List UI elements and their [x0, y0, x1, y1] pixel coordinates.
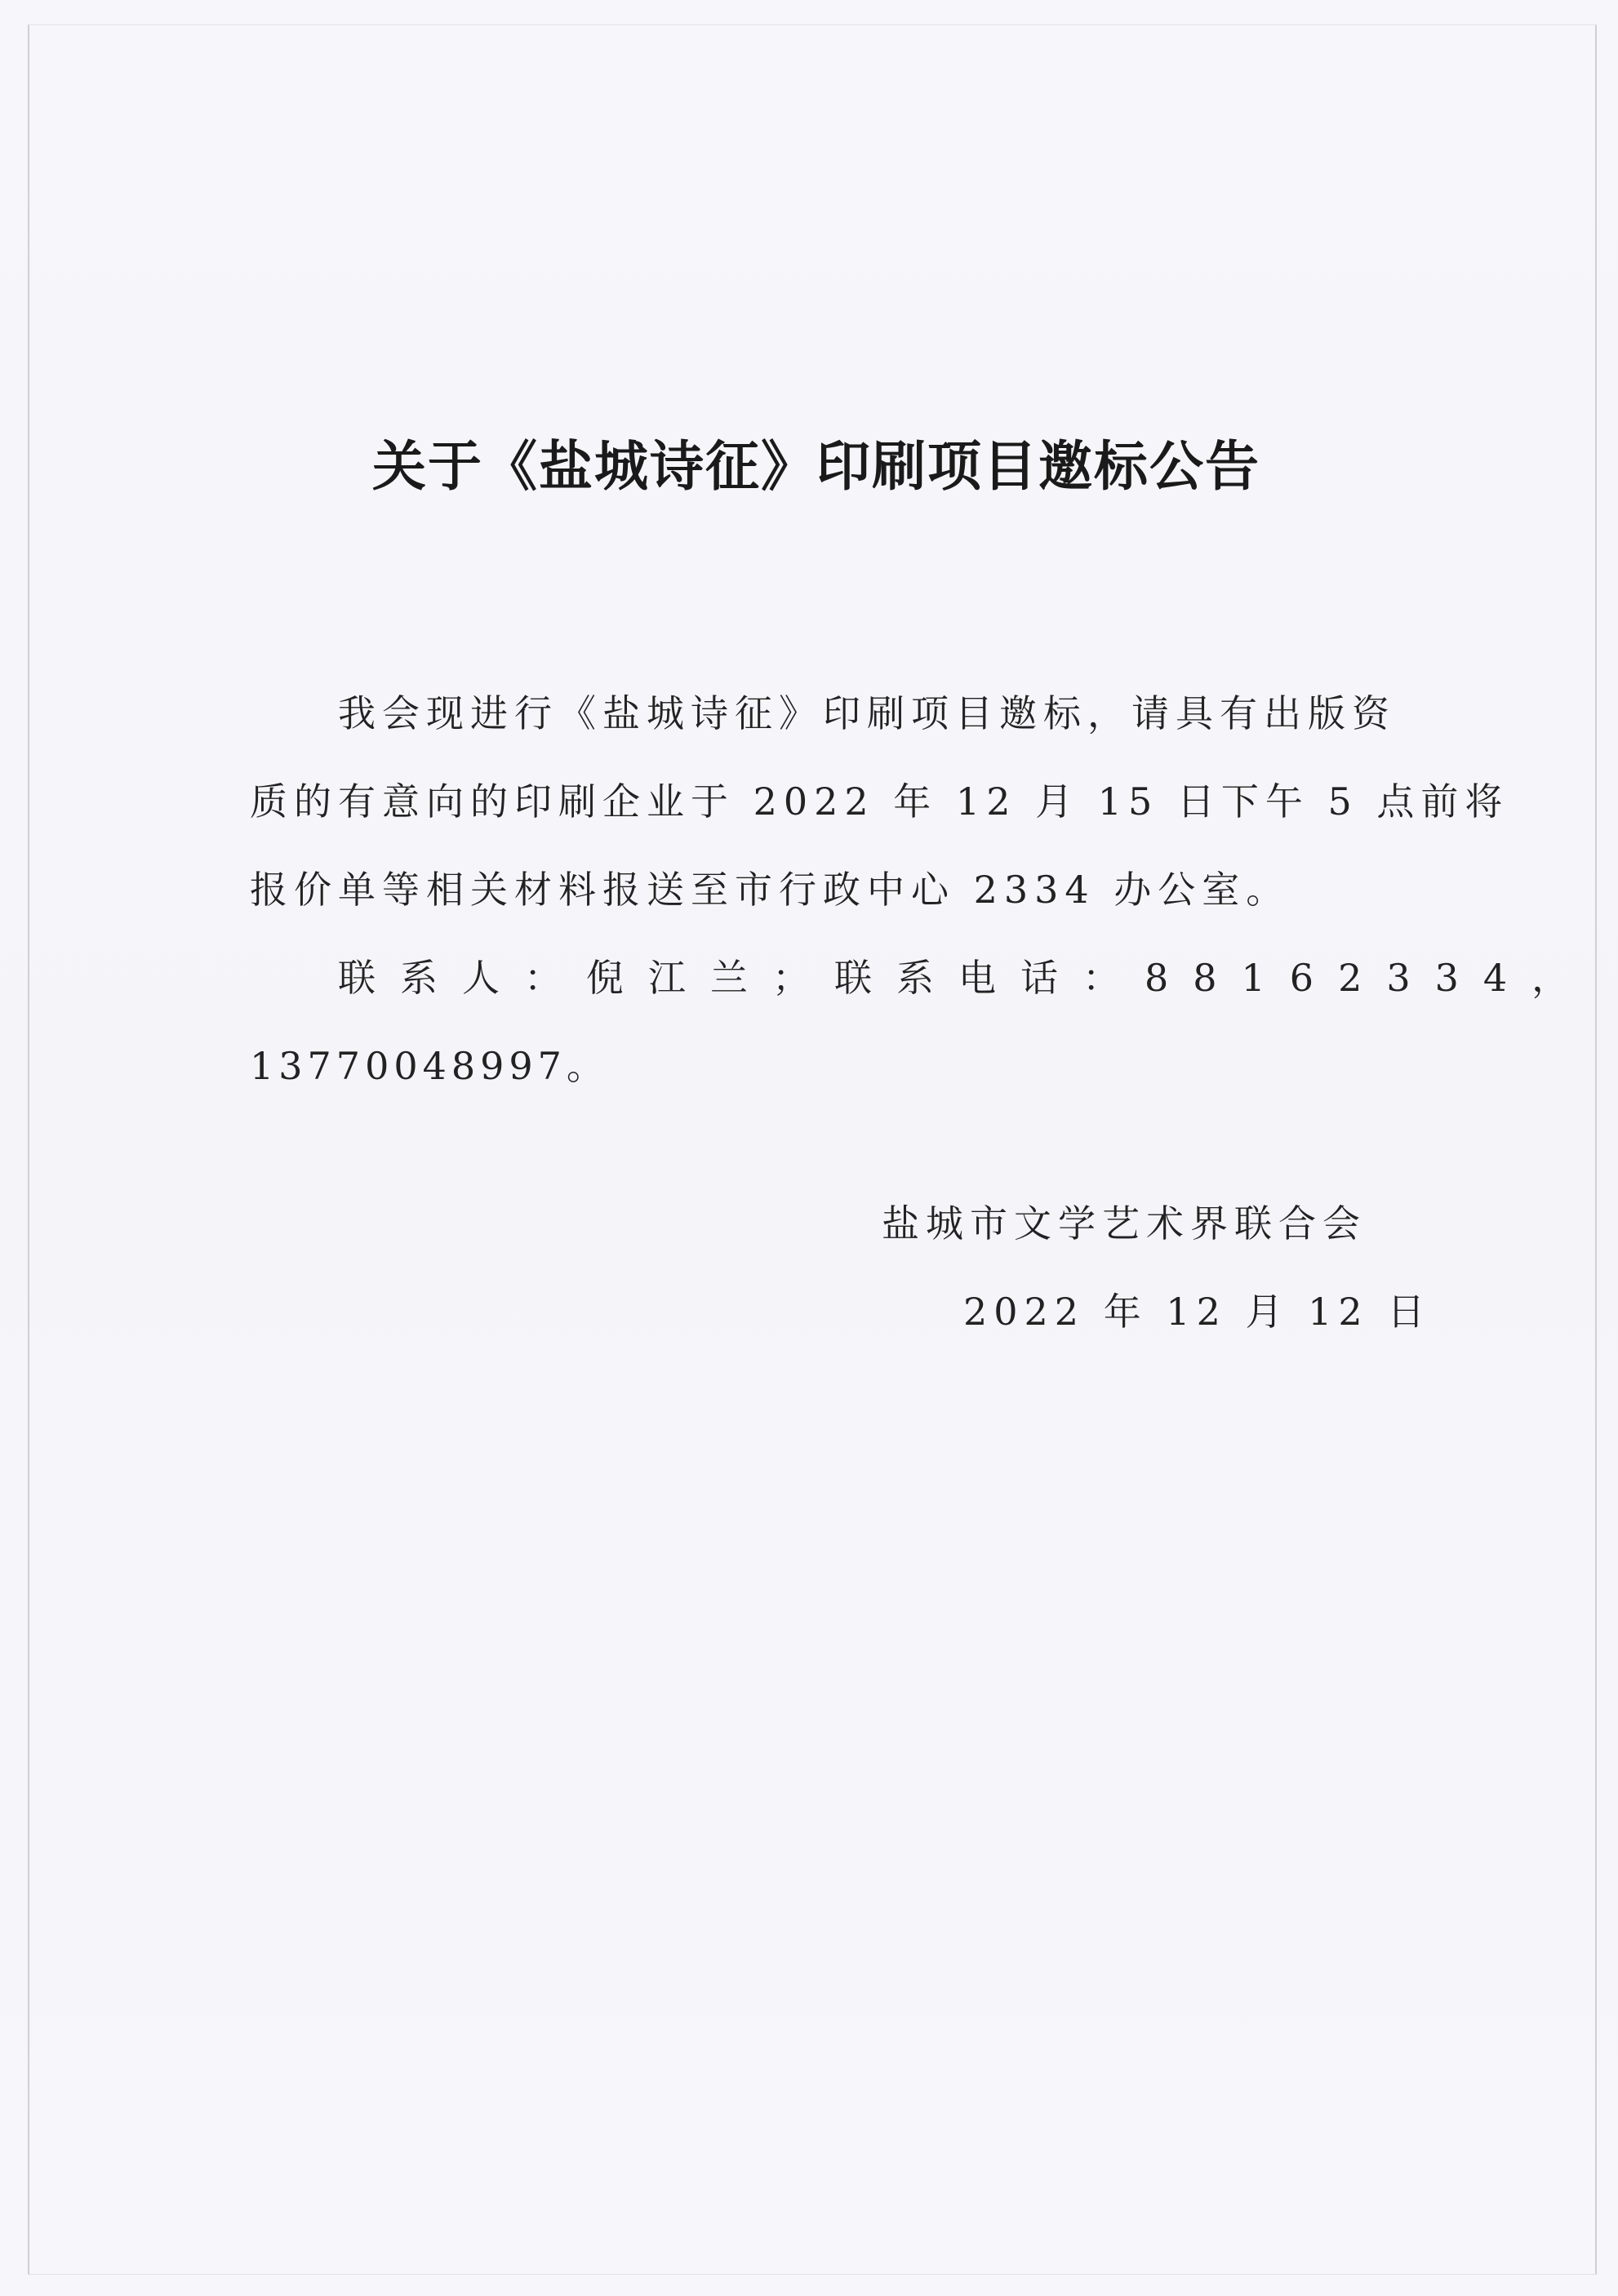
- document-body: [250, 669, 1594, 1110]
- page-border: [28, 24, 1597, 2275]
- issuing-organization: 盐城市文学艺术界联合会: [882, 1201, 1367, 1246]
- paragraph-line: 我会现进行《盐城诗征》印刷项目邀标，请具有出版资: [338, 691, 1396, 735]
- issue-date: 2022 年 12 月 12 日: [963, 1290, 1432, 1334]
- contact-mobile: 13770048997。: [250, 1044, 609, 1088]
- signature-block: [882, 1179, 1432, 1356]
- contact-person-phone: 联系人：倪江兰；联系电话：88162334，: [338, 956, 1594, 1000]
- contact-paragraph: [250, 934, 1594, 1110]
- document-title: 关于《盐城诗征》印刷项目邀标公告: [372, 435, 1260, 499]
- bidding-notice-paragraph: [250, 669, 1509, 934]
- paragraph-line: 质的有意向的印刷企业于 2022 年 12 月 15 日下午 5 点前将: [250, 779, 1509, 824]
- paragraph-line: 报价单等相关材料报送至市行政中心 2334 办公室。: [250, 868, 1291, 912]
